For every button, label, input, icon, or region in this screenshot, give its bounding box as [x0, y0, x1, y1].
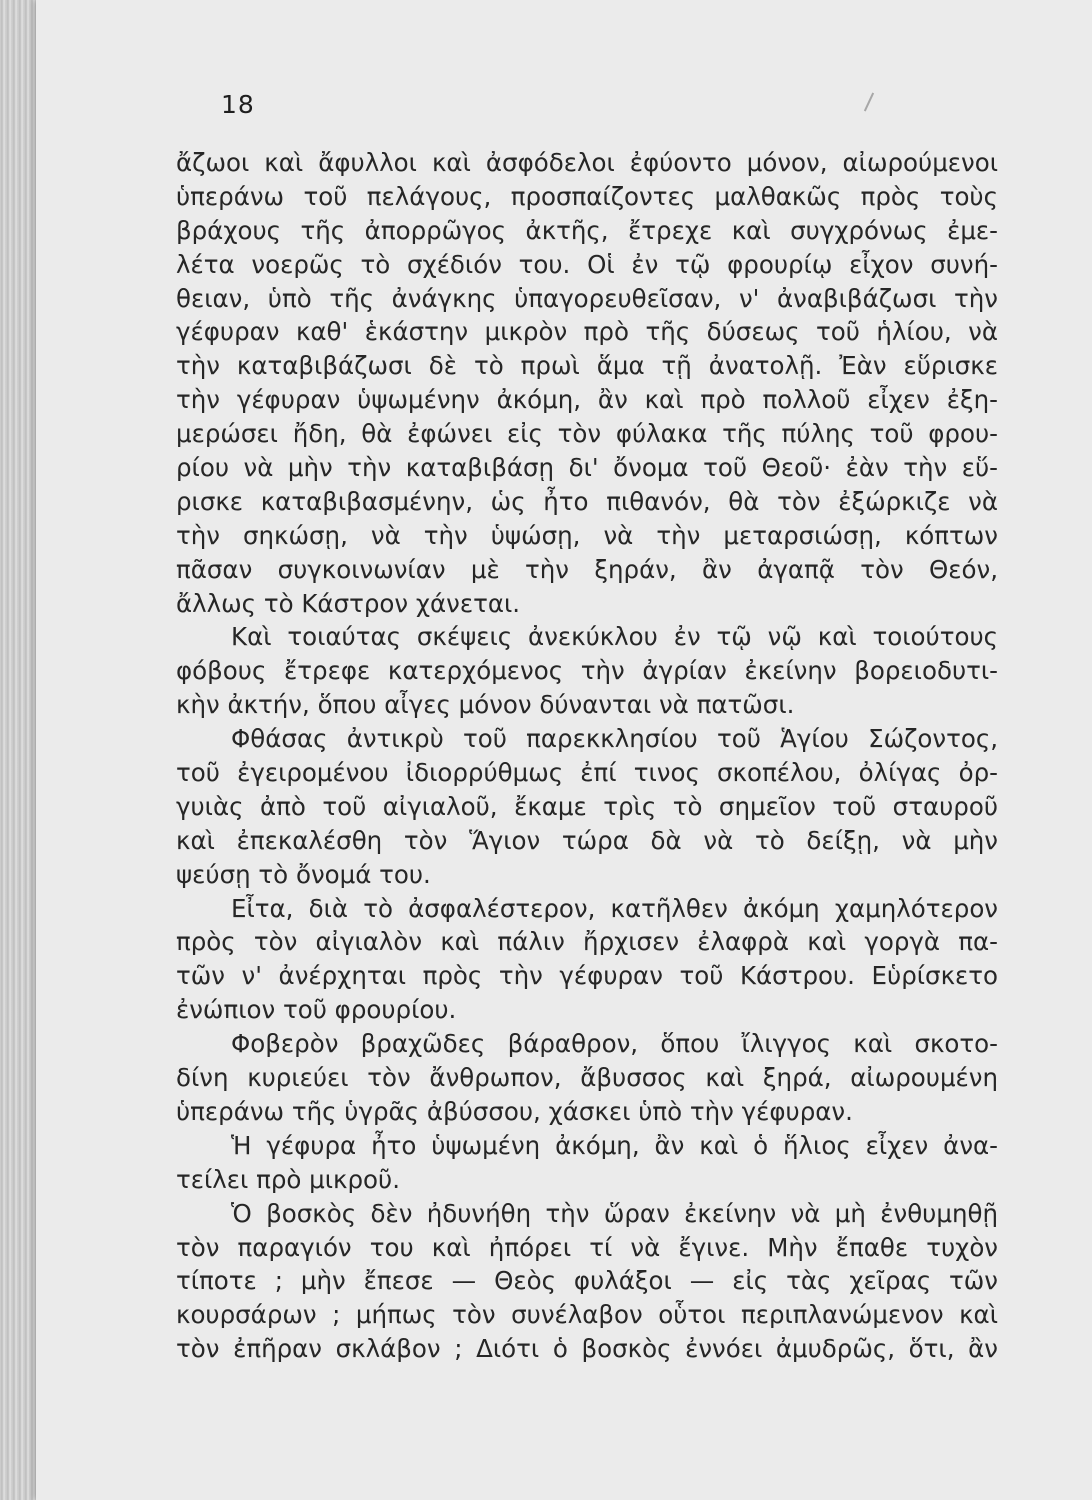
text-line: ρισκε καταβιβασμένην, ὡς ἦτο πιθανόν, θὰ τὸν ἐξώρκιζε νὰ [176, 486, 998, 516]
text-line: τὴν καταβιβάζωσι δὲ τὸ πρωὶ ἅμα τῇ ἀνατολῇ. Ἐὰν εὕρισκε [176, 351, 998, 381]
text-line: τὸν ἐπῆραν σκλάβον ; Διότι ὁ βοσκὸς ἐννόει ἀμυδρῶς, ὅτι, ἂν [176, 1334, 998, 1364]
text-line: τείλει πρὸ μικροῦ. [176, 1164, 401, 1194]
text-line: ὑπεράνω τοῦ πελάγους, προσπαίζοντες μαλθακῶς πρὸς τοὺς [176, 181, 998, 211]
text-line: λέτα νοερῶς τὸ σχέδιόν του. Οἱ ἐν τῷ φρουρίῳ εἶχον συνή- [176, 249, 998, 279]
text-line: τίποτε ; μὴν ἔπεσε — Θεὸς φυλάξοι — εἰς τὰς χεῖρας τῶν [176, 1266, 998, 1296]
text-line: μερώσει ἤδη, θὰ ἐφώνει εἰς τὸν φύλακα τῆς πύλης τοῦ φρου- [176, 419, 998, 449]
text-line: καὶ ἐπεκαλέσθη τὸν Ἅγιον τώρα δὰ νὰ τὸ δείξῃ, νὰ μὴν [176, 825, 998, 855]
text-line: Καὶ τοιαύτας σκέψεις ἀνεκύκλου ἐν τῷ νῷ καὶ τοιούτους [231, 622, 998, 652]
text-line: τὸν παραγιόν του καὶ ἠπόρει τί νὰ ἔγινε. Μὴν ἔπαθε τυχὸν [176, 1232, 998, 1262]
text-line: ἄλλως τὸ Κάστρον χάνεται. [176, 588, 521, 618]
text-line: θειαν, ὑπὸ τῆς ἀνάγκης ὑπαγορευθεῖσαν, ν' ἀναβιβάζωσι τὴν [176, 283, 998, 313]
text-line: Ὁ βοσκὸς δὲν ἠδυνήθη τὴν ὥραν ἐκείνην νὰ μὴ ἐνθυμηθῇ [231, 1198, 998, 1228]
text-line: τὴν σηκώσῃ, νὰ τὴν ὑψώσῃ, νὰ τὴν μεταρσιώσῃ, κόπτων [176, 520, 998, 550]
pencil-mark [864, 93, 874, 112]
text-line: τοῦ ἐγειρομένου ἰδιορρύθμως ἐπί τινος σκοπέλου, ὀλίγας ὀρ- [176, 758, 998, 788]
text-line: ψεύσῃ τὸ ὄνομά του. [176, 859, 431, 889]
text-line: ρίου νὰ μὴν τὴν καταβιβάσῃ δι' ὄνομα τοῦ Θεοῦ· ἐὰν τὴν εὕ- [176, 453, 998, 483]
text-line: τῶν ν' ἀνέρχηται πρὸς τὴν γέφυραν τοῦ Κάστρου. Εὑρίσκετο [176, 961, 998, 991]
text-line: ἐνώπιον τοῦ φρουρίου. [176, 995, 457, 1025]
text-line: κὴν ἀκτήν, ὅπου αἶγες μόνον δύνανται νὰ πατῶσι. [176, 690, 795, 720]
text-line: γυιὰς ἀπὸ τοῦ αἰγιαλοῦ, ἔκαμε τρὶς τὸ σημεῖον τοῦ σταυροῦ [176, 791, 998, 821]
text-line: πᾶσαν συγκοινωνίαν μὲ τὴν ξηράν, ἂν ἀγαπᾷ τὸν Θεόν, [176, 554, 998, 584]
text-line: δίνη κυριεύει τὸν ἄνθρωπον, ἄβυσσος καὶ ξηρά, αἰωρουμένη [176, 1063, 998, 1093]
text-line: φόβους ἔτρεφε κατερχόμενος τὴν ἀγρίαν ἐκείνην βορειοδυτι- [176, 656, 998, 686]
text-line: τὴν γέφυραν ὑψωμένην ἀκόμη, ἂν καὶ πρὸ πολλοῦ εἶχεν ἐξη- [176, 385, 998, 415]
body-text [176, 146, 998, 1366]
text-line: Εἶτα, διὰ τὸ ἀσφαλέστερον, κατῆλθεν ἀκόμη χαμηλότερον [231, 893, 998, 923]
text-line: γέφυραν καθ' ἑκάστην μικρὸν πρὸ τῆς δύσεως τοῦ ἡλίου, νὰ [176, 317, 998, 347]
text-line: κουρσάρων ; μήπως τὸν συνέλαβον οὗτοι περιπλανώμενον καὶ [176, 1300, 998, 1330]
page-number: 18 [221, 90, 255, 119]
text-line: Φοβερὸν βραχῶδες βάραθρον, ὅπου ἴλιγγος καὶ σκοτο- [231, 1029, 998, 1059]
text-line: Φθάσας ἀντικρὺ τοῦ παρεκκλησίου τοῦ Ἁγίου Σώζοντος, [231, 724, 998, 754]
text-line: ἄζωοι καὶ ἄφυλλοι καὶ ἀσφόδελοι ἐφύοντο μόνον, αἰωρούμενοι [176, 148, 998, 177]
text-line: ὑπεράνω τῆς ὑγρᾶς ἀβύσσου, χάσκει ὑπὸ τὴν γέφυραν. [176, 1096, 853, 1126]
text-line: πρὸς τὸν αἰγιαλὸν καὶ πάλιν ἤρχισεν ἐλαφρὰ καὶ γοργὰ πα- [176, 927, 998, 957]
text-line: Ἡ γέφυρα ἦτο ὑψωμένη ἀκόμη, ἂν καὶ ὁ ἥλιος εἶχεν ἀνα- [231, 1130, 998, 1160]
text-line: βράχους τῆς ἀπορρῶγος ἀκτῆς, ἔτρεχε καὶ συγχρόνως ἐμε- [176, 215, 998, 245]
